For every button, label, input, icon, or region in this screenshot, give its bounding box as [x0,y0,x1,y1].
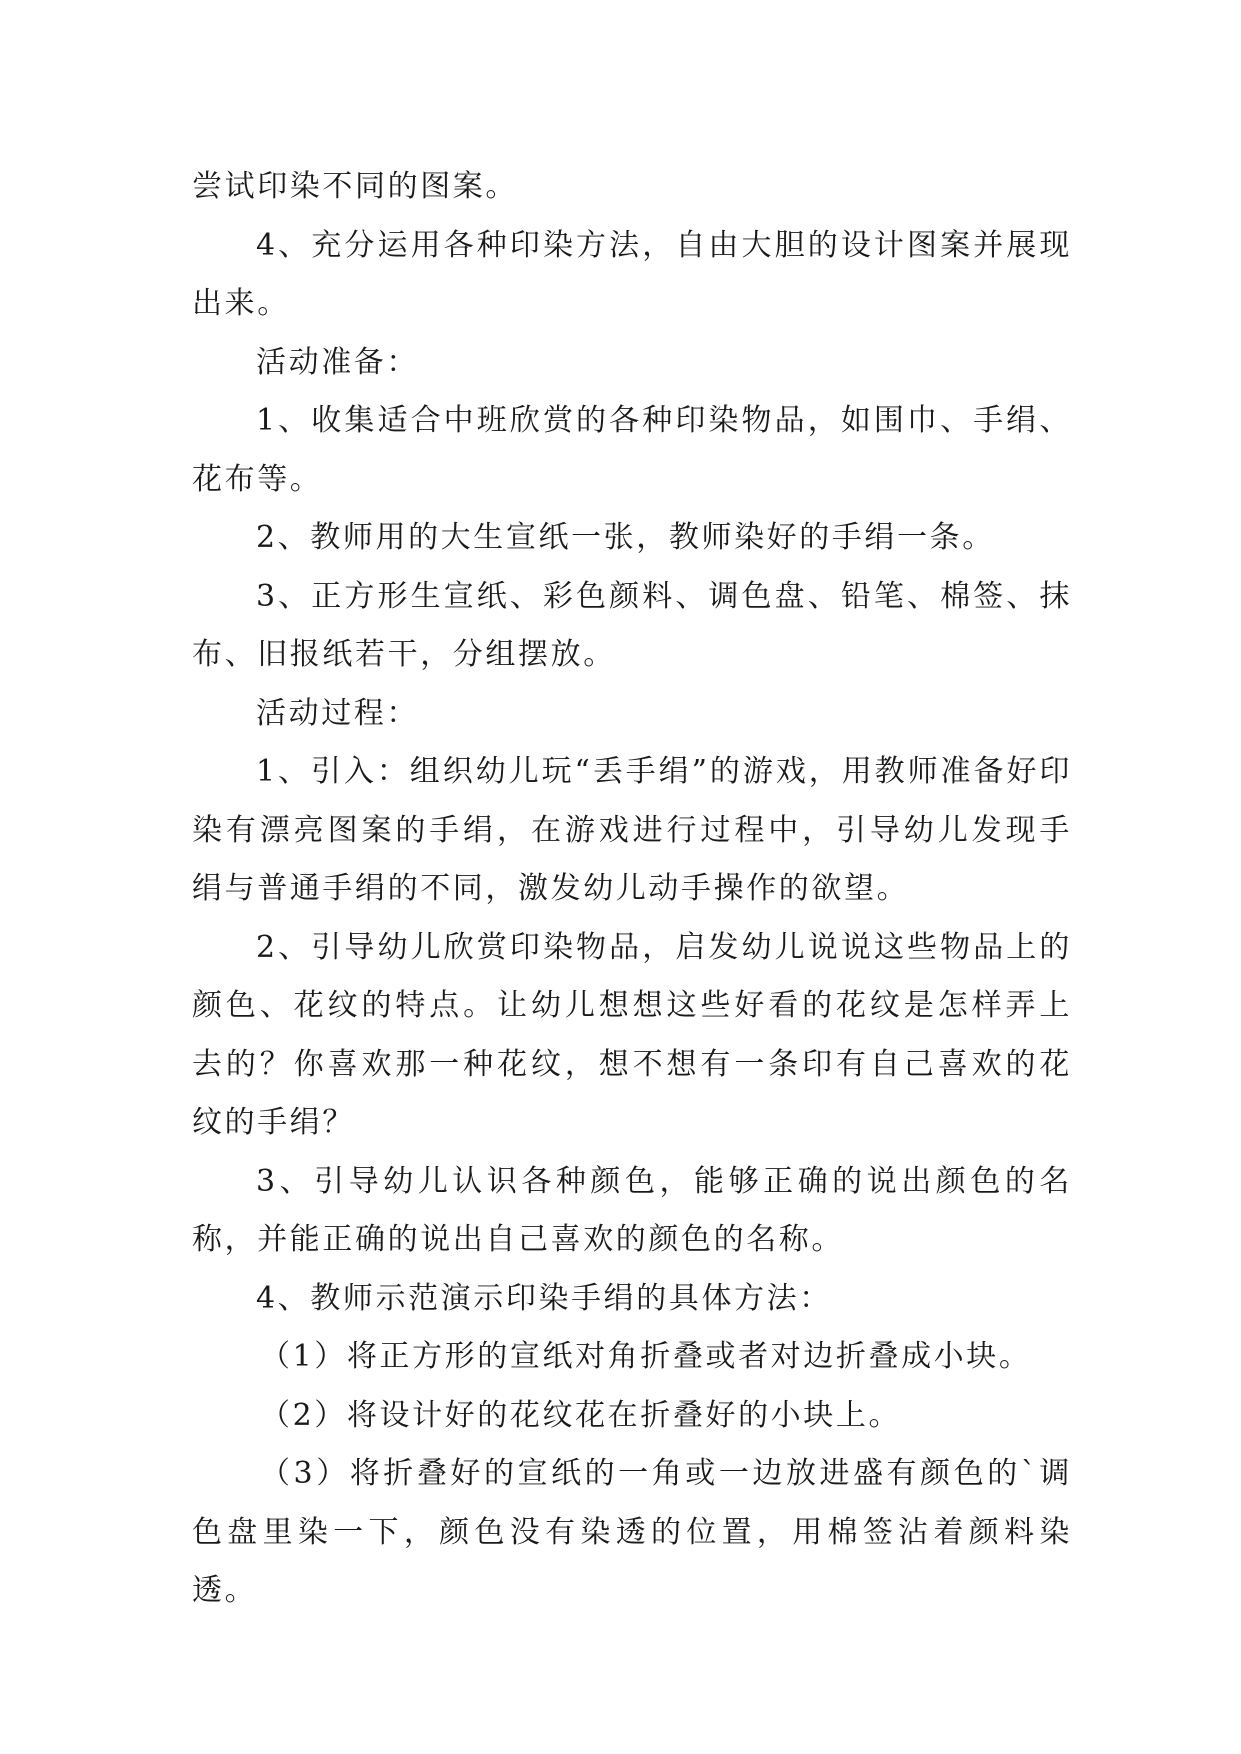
paragraph-goal-4: 4、充分运用各种印染方法，自由大胆的设计图案并展现出来。 [192,227,1072,321]
paragraph-prep-2: 2、教师用的大生宣纸一张，教师染好的手绢一条。 [256,520,995,555]
paragraph-process-4: 4、教师示范演示印染手绢的具体方法： [256,1280,832,1316]
paragraph-prep-3: 3、正方形生宣纸、彩色颜料、调色盘、铅笔、棉签、抹布、旧报纸若干，分组摆放。 [192,578,1072,672]
document-body [192,158,1072,1621]
paragraph-continuation: 尝试印染不同的图案。 [192,169,518,204]
paragraph-process-1: 1、引入：组织幼儿玩“丢手绢”的游戏，用教师准备好印染有漂亮图案的手绢，在游戏进行过程中，引导幼儿发现手绢与普通手绢的不同，激发幼儿动手操作的欲望。 [192,754,1072,906]
paragraph-step-1: （1）将正方形的宣纸对角折叠或者对边折叠成小块。 [260,1339,1032,1374]
section-heading-preparation: 活动准备： [256,344,419,380]
paragraph-prep-1: 1、收集适合中班欣赏的各种印染物品，如围巾、手绢、花布等。 [192,403,1072,497]
paragraph-step-2: （2）将设计好的花纹花在折叠好的小块上。 [260,1397,902,1433]
paragraph-process-2: 2、引导幼儿欣赏印染物品，启发幼儿说说这些物品上的颜色、花纹的特点。让幼儿想想这些好看的花纹是怎样弄上去的？你喜欢那一种花纹，想不想有一条印有自己喜欢的花纹的手绢？ [192,929,1072,1140]
paragraph-step-3: （3）将折叠好的宣纸的一角或一边放进盛有颜色的`调色盘里染一下，颜色没有染透的位置，用棉签沾着颜料染透。 [192,1456,1072,1608]
section-heading-process: 活动过程： [256,695,419,731]
paragraph-process-3: 3、引导幼儿认识各种颜色，能够正确的说出颜色的名称，并能正确的说出自己喜欢的颜色的名称。 [192,1163,1072,1257]
